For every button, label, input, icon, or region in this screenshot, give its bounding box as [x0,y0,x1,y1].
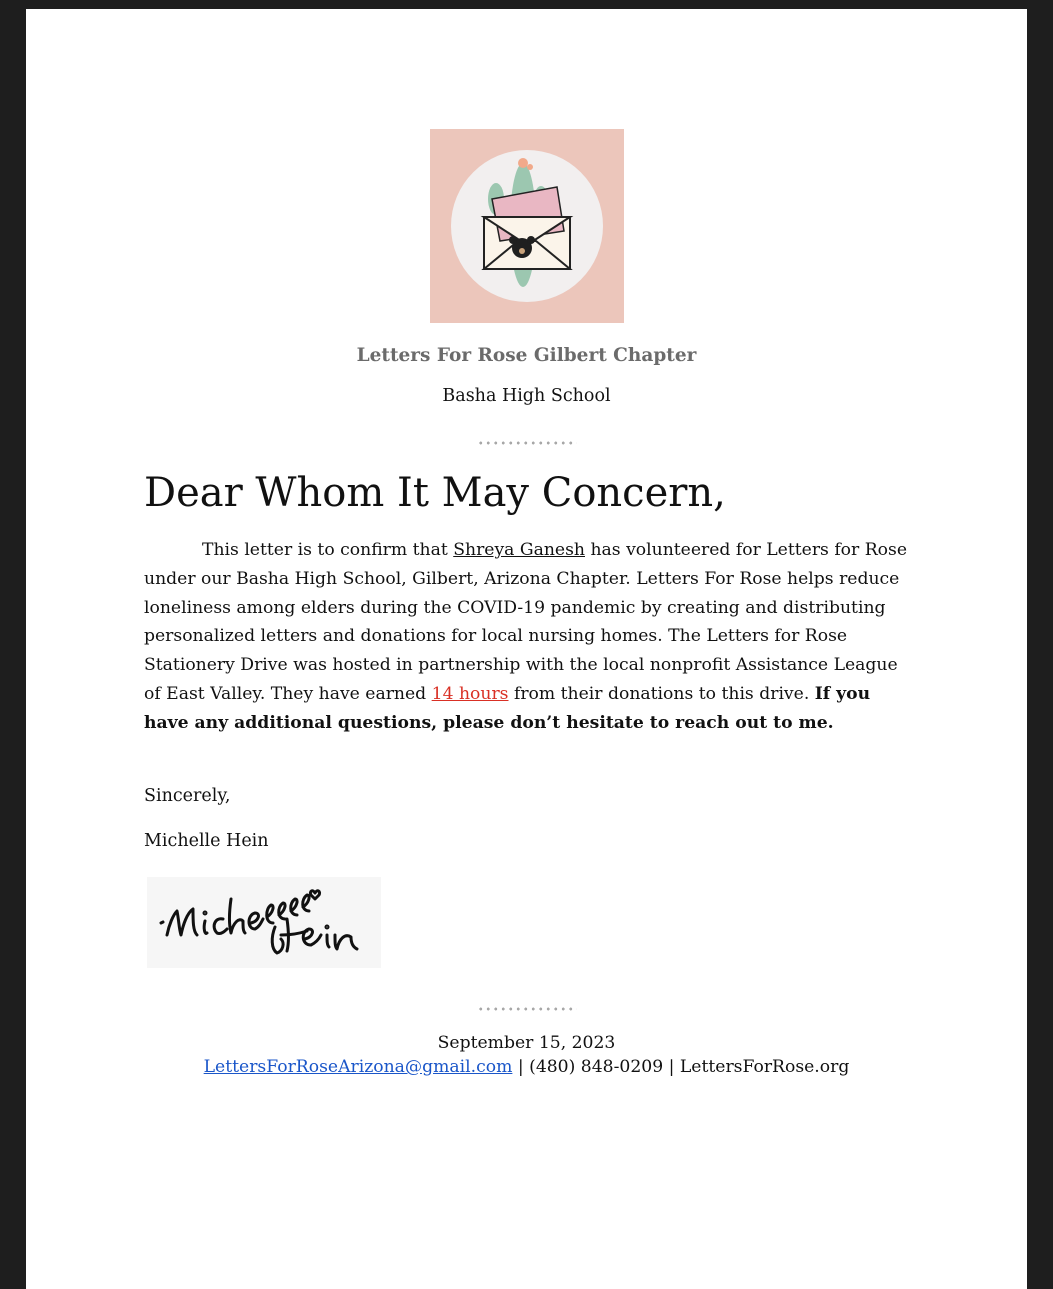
phone-number: (480) 848-0209 [529,1057,664,1077]
school-name: Basha High School [442,386,611,406]
closing: Sincerely, [144,786,231,806]
separator: | [663,1057,680,1077]
signer-name: Michelle Hein [144,831,269,851]
letter-body [144,536,910,738]
separator: | [512,1057,530,1077]
letter-page [26,9,1027,1289]
body-middle: has volunteered for Letters for Rose under our Basha High School, Gilbert, Arizona Chapter. Letters For Rose helps reduce loneliness among elders during the COVID-19 pandemic by creating and distributing personalized letters and donations for local nursing homes. The Letters for Rose Stationery Drive was hosted in partnership with the local nonprofit Assistance League of East Valley. They have earned [144,540,907,704]
body-closing-bold: If you have any additional questions, please don’t hesitate to reach out to me. [144,683,871,733]
signature-icon [147,877,381,968]
body-after-hours: from their donations to this drive. [508,683,815,704]
letters-for-rose-envelope-logo-icon [430,129,624,323]
contact-line [26,1057,1027,1077]
volunteer-hours: 14 hours [431,683,509,704]
salutation: Dear Whom It May Concern, [144,470,726,516]
letters-for-rose-logo [430,129,624,323]
handwritten-signature [147,877,381,968]
dotted-divider-bottom [477,1007,577,1011]
email-link[interactable]: LettersForRoseArizona@gmail.com [203,1057,513,1077]
chapter-name: Letters For Rose Gilbert Chapter [356,345,697,366]
body-intro: This letter is to confirm that [202,540,454,560]
website: LettersForRose.org [679,1057,850,1077]
letter-date: September 15, 2023 [437,1033,616,1053]
dotted-divider [477,441,577,445]
volunteer-name: Shreya Ganesh [453,540,585,560]
